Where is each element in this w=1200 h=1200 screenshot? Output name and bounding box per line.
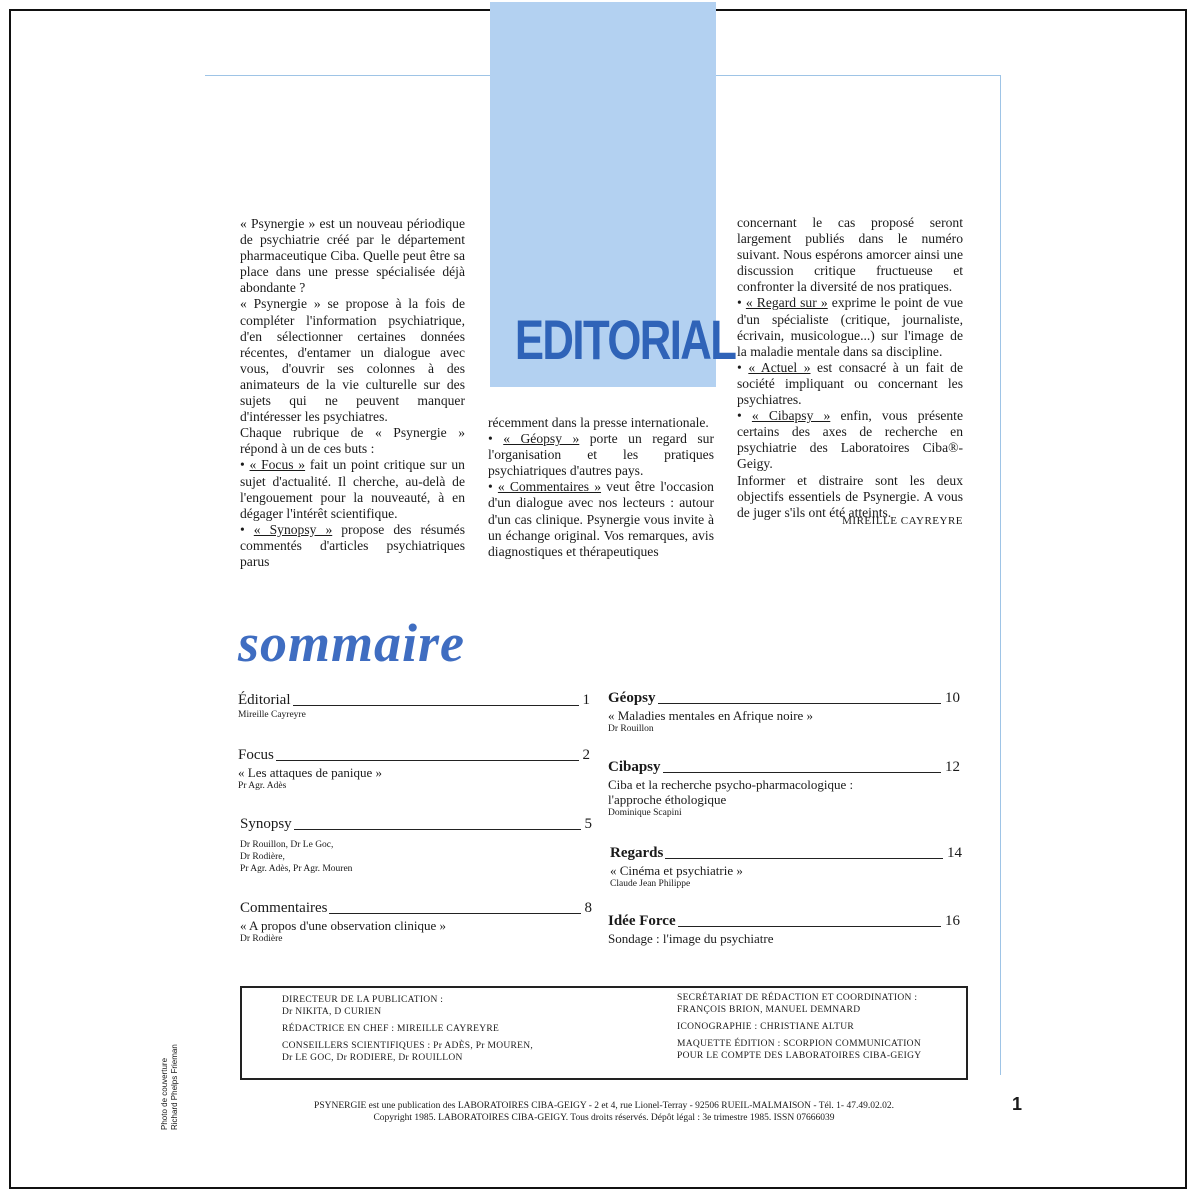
toc-entry-cibapsy[interactable]: [608, 759, 960, 819]
footer-publisher: [240, 1100, 968, 1124]
credits-directeur: [282, 994, 582, 1018]
credits-secretariat: [677, 992, 967, 1016]
toc-rule: [663, 772, 941, 773]
credits-maquette-names: POUR LE COMPTE DES LABORATOIRES CIBA-GEIGY: [677, 1051, 922, 1061]
toc-title: Synopsy: [240, 816, 292, 832]
toc-entry-focus[interactable]: [238, 747, 590, 792]
toc-rule: [678, 926, 941, 927]
credits-iconographie: ICONOGRAPHIE : CHRISTIANE ALTUR: [677, 1022, 855, 1032]
commentaires-label: « Commentaires »: [497, 479, 602, 495]
toc-subtitle: « Cinéma et psychiatrie »: [610, 863, 743, 878]
col2-start: récemment dans la presse internationale.: [488, 415, 709, 430]
toc-page: 16: [945, 913, 960, 929]
closing-paragraph: Informer et distraire sont les deux objectifs essentiels de Psynergie. A vous de juger s'ils ont été atteints.: [737, 472, 963, 520]
photo-credit-line-2: Richard Phelps Frieman: [170, 1044, 179, 1130]
toc-page: 2: [582, 747, 590, 763]
toc-entry-editorial[interactable]: [238, 692, 590, 721]
toc-rule: [658, 703, 941, 704]
regard-paragraph: • « Regard sur » exprime le point de vue d'un spécialiste (critique, journaliste, écrivain, musicologue...) sur l'image de la maladie mentale dans sa discipline.: [737, 295, 963, 359]
credits-conseillers-label: CONSEILLERS SCIENTIFIQUES : Pr ADÈS, Pr MOUREN,: [282, 1041, 534, 1051]
toc-subtitle: « Maladies mentales en Afrique noire »: [608, 708, 814, 723]
synopsy-text: propose des résumés commentés d'articles psychiatriques parus: [240, 521, 465, 569]
credits-right: [677, 992, 967, 1067]
toc-page: 10: [945, 690, 960, 706]
editorial-title: EDITORIAL: [514, 308, 736, 371]
toc-title: Cibapsy: [608, 759, 661, 775]
toc-subtitle: Ciba et la recherche psycho-pharmacologique : l'approche éthologique: [608, 777, 854, 807]
credits-maquette-label: MAQUETTE ÉDITION : SCORPION COMMUNICATION: [677, 1039, 921, 1049]
toc-rule: [276, 760, 579, 761]
geopsy-paragraph: • « Géopsy » porte un regard sur l'organisation et les pratiques psychiatriques d'autres pays.: [488, 431, 714, 479]
regard-text: exprime le point de vue d'un spécialiste (critique, journaliste, écrivain, musicologue...) sur l'image de la maladie mentale dans sa discipline.: [737, 295, 963, 359]
editorial-column-3: [737, 215, 963, 521]
commentaires-paragraph: • « Commentaires » veut être l'occasion d'un dialogue avec nos lecteurs : autour d'un cas clinique. Psynergie vous invite à un échange original. Vos remarques, avis diagnostiques et thérapeutiques: [488, 479, 714, 559]
photo-credit: [160, 1044, 180, 1130]
toc-page: 14: [947, 845, 962, 861]
regard-label: « Regard sur »: [745, 295, 828, 311]
editorial-paragraph: Chaque rubrique de « Psynergie » répond à un de ces buts :: [240, 425, 465, 457]
credits-conseillers-names: Dr LE GOC, Dr RODIERE, Dr ROUILLON: [282, 1053, 463, 1063]
toc-subtitle: Sondage : l'image du psychiatre: [608, 931, 774, 946]
editorial-signature: MIREILLE CAYREYRE: [842, 515, 963, 527]
toc-author: Dr Rodière: [240, 934, 283, 944]
focus-text: fait un point critique sur un sujet d'actualité. Il cherche, au-delà de l'engouement pour la nouveauté, à en dégager l'intérêt scientifique.: [240, 457, 465, 521]
toc-title: Éditorial: [238, 692, 291, 708]
editorial-column-2: [488, 415, 714, 560]
toc-rule: [665, 858, 943, 859]
credits-secretariat-names: FRANÇOIS BRION, MANUEL DEMNARD: [677, 1005, 861, 1015]
editorial-paragraph: « Psynergie » est un nouveau périodique de psychiatrie créé par le département pharmaceutique Ciba. Quelle peut être sa place dans une presse spécialisée déjà abondante ?: [240, 216, 465, 296]
toc-title: Focus: [238, 747, 274, 763]
footer-line-2: Copyright 1985. LABORATOIRES CIBA-GEIGY. Tous droits réservés. Dépôt légal : 3e trimestre 1985. ISSN 07666039: [373, 1113, 835, 1123]
toc-author: Dominique Scapini: [608, 808, 682, 818]
toc-rule: [294, 829, 581, 830]
geopsy-label: « Géopsy »: [503, 431, 580, 447]
toc-entry-idee-force[interactable]: [608, 913, 960, 946]
toc-page: 5: [584, 816, 592, 832]
credits-left: [282, 994, 582, 1069]
geopsy-text: porte un regard sur l'organisation et les pratiques psychiatriques d'autres pays.: [488, 431, 714, 479]
toc-rule: [329, 913, 580, 914]
credits-box: [240, 986, 968, 1080]
toc-author: Pr Agr. Adès: [238, 781, 287, 791]
toc-title: Commentaires: [240, 900, 328, 916]
actuel-text: est consacré à un fait de société impliquant ou concernant les psychiatres.: [737, 359, 964, 408]
toc-entry-commentaires[interactable]: [240, 900, 592, 945]
credits-conseillers: [282, 1040, 582, 1064]
credits-maquette: [677, 1038, 967, 1062]
toc-title: Regards: [610, 845, 664, 861]
toc-title: Idée Force: [608, 913, 676, 929]
synopsy-label: « Synopsy »: [253, 521, 333, 537]
cibapsy-text: enfin, vous présente certains des axes de recherche en psychiatrie des Laboratoires Ciba®-Geigy.: [737, 408, 963, 472]
toc-page: 12: [945, 759, 960, 775]
toc-subtitle: « Les attaques de panique »: [238, 765, 383, 780]
actuel-label: « Actuel »: [748, 359, 811, 375]
cibapsy-paragraph: • « Cibapsy » enfin, vous présente certains des axes de recherche en psychiatrie des Laboratoires Ciba®-Geigy.: [737, 408, 963, 472]
toc-author: Dr Rouillon, Dr Le Goc, Dr Rodière, Pr Agr. Adès, Pr Agr. Mouren: [240, 840, 353, 874]
credits-redactrice: RÉDACTRICE EN CHEF : MIREILLE CAYREYRE: [282, 1024, 500, 1034]
toc-rule: [293, 705, 579, 706]
synopsy-paragraph: • « Synopsy » propose des résumés commentés d'articles psychiatriques parus: [240, 521, 465, 569]
sommaire-title: sommaire: [238, 613, 466, 673]
toc-subtitle: « A propos d'une observation clinique »: [240, 918, 446, 933]
credits-directeur-names: Dr NIKITA, D CURIEN: [282, 1007, 382, 1017]
toc-author: Dr Rouillon: [608, 724, 654, 734]
focus-label: « Focus »: [249, 457, 306, 473]
toc-author: Claude Jean Philippe: [610, 879, 691, 889]
toc-entry-synopsy[interactable]: [240, 816, 592, 875]
credits-directeur-label: DIRECTEUR DE LA PUBLICATION :: [282, 995, 444, 1005]
commentaires-text: veut être l'occasion d'un dialogue avec nos lecteurs : autour d'un cas clinique. Psynergie vous invite à un échange original. Vos remarques, avis diagnostiques et thérapeutiques: [488, 479, 714, 559]
footer-line-1: PSYNERGIE est une publication des LABORATOIRES CIBA-GEIGY - 2 et 4, rue Lionel-Terray - 92506 RUEIL-MALMAISON - Tél. 1- 47.49.02.02.: [314, 1101, 894, 1111]
inner-rule-right: [1000, 75, 1001, 1075]
editorial-column-1: [240, 216, 465, 570]
cibapsy-label: « Cibapsy »: [751, 408, 831, 424]
focus-paragraph: • « Focus » fait un point critique sur un sujet d'actualité. Il cherche, au-delà de l'engouement pour la nouveauté, à en dégager l'intérêt scientifique.: [240, 457, 465, 521]
photo-credit-line-1: Photo de couverture: [160, 1057, 169, 1130]
page-number: 1: [1012, 1094, 1023, 1114]
credits-secretariat-label: SECRÉTARIAT DE RÉDACTION ET COORDINATION :: [677, 993, 918, 1003]
toc-entry-geopsy[interactable]: [608, 690, 960, 735]
toc-entry-regards[interactable]: [610, 845, 962, 890]
toc-title: Géopsy: [608, 690, 656, 706]
toc-author: Mireille Cayreyre: [238, 710, 306, 720]
actuel-paragraph: • « Actuel » est consacré à un fait de société impliquant ou concernant les psychiatres.: [737, 359, 964, 408]
toc-page: 1: [582, 692, 590, 708]
toc-page: 8: [584, 900, 592, 916]
col3-start: concernant le cas proposé seront largement publiés dans le numéro suivant. Nous espérons amorcer ainsi une discussion critique fructueuse et confronter la diversité de nos pratiques.: [737, 215, 963, 295]
editorial-paragraph: « Psynergie » se propose à la fois de compléter l'information psychiatrique, d'en sélectionner certaines données récentes, d'entamer un dialogue avec vous, d'ouvrir ses colonnes à des animateurs de la vie culturelle sur des sujets qui ne peuvent manquer d'intéresser les psychiatres.: [240, 296, 465, 425]
